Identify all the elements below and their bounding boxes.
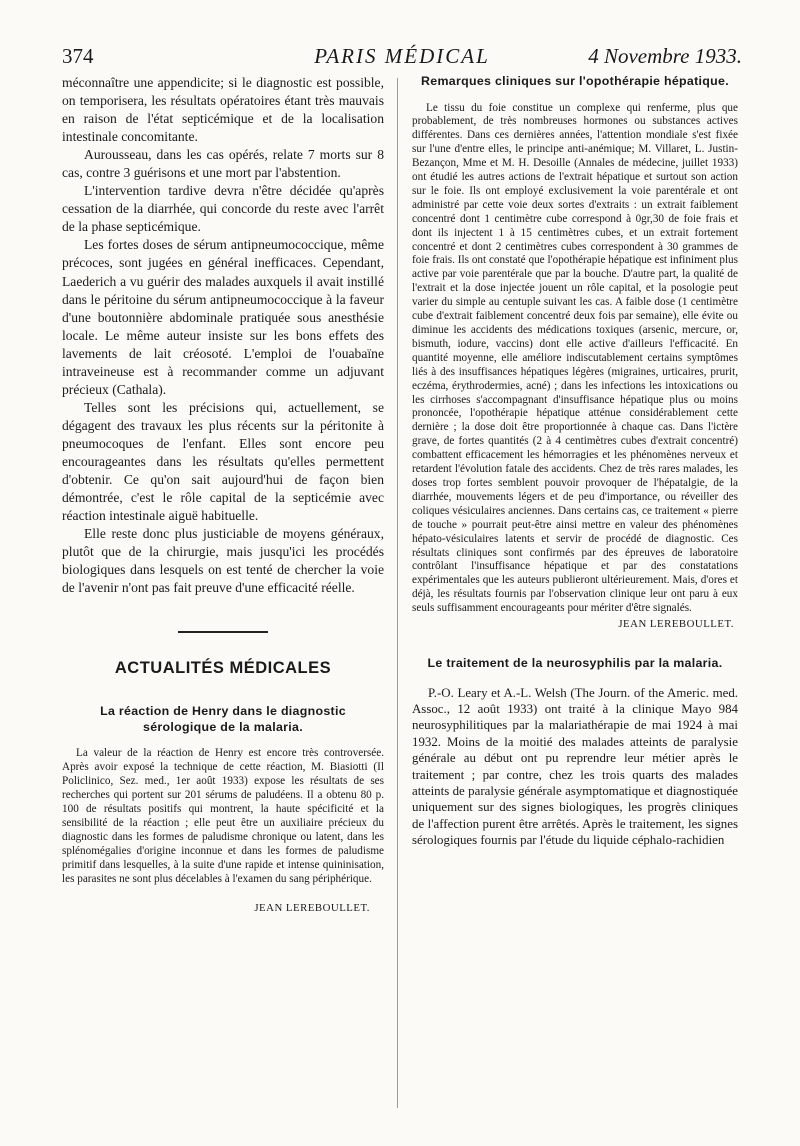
journal-title: PARIS MÉDICAL [314,44,490,68]
continued-article [62,74,384,597]
column-divider [397,78,398,1108]
paragraph: méconnaître une appendicite; si le diagnostic est possible, on temporisera, les résultats opératoires étant très mauvais en raison de l'état septicémique et de la localisation intestinale concomitante. [62,75,384,145]
paragraph: Aurousseau, dans les cas opérés, relate 7 morts sur 8 cas, contre 3 guérisons et une mort par l'abstention. [62,147,384,181]
article-title-neurosyphilis: Le traitement de la neurosyphilis par la malaria. [427,656,723,671]
article-title-opotherapie: Remarques cliniques sur l'opothérapie hépatique. [421,74,729,88]
paragraph: P.-O. Leary et A.-L. Welsh (The Journ. of the Americ. med. Assoc., 12 août 1933) ont traité à la clinique Mayo 984 neurosyphilitiques par la malariathérapie de mai 1924 à mai 1932. Moins de la moitié des malades atteints de paralysie générale au début ont pu reprendre leur métier après le traitement ; par contre, chez les trois quarts des malades atteints de paralysie générale asymptomatique et diagnostiquée uniquement sur des signes biologiques, les progrès cliniques de l'affection purent être arrêtés. Après le traitement, les signes sérologiques fournis par l'étude du liquide céphalo-rachidien [412,685,738,848]
paragraph: Le tissu du foie constitue un complexe qui renferme, plus que probablement, de très nombreuses hormones ou substances actives différentes. Dans ces dernières années, l'attention mondiale s'est fixée sur l'une d'entre elles, le principe anti-anémique; M. Villaret, L. Justin-Bezançon, Mme et M. H. Desoille (Annales de médecine, juillet 1933) ont étudié les autres actions de l'extrait hépatique et surtout son action sur le foie. Ils ont employé exclusivement la voie parentérale et ont administré par cette voie deux sortes d'extraits : un extrait faiblement concentré dont 1 centimètre cube correspond à 0gr,30 de foie frais et dont ils injectent 1 à 15 centimètres cubes, et un extrait fortement concentré et dont 2 centimètres cubes correspondent à 30 grammes de foie frais. Ils ont constaté que l'opothérapie hépatique est infiniment plus active par voie parentérale que par la bouche. D'autre part, la qualité de l'extrait et la dose injectée jouent un rôle capital, et la posologie peut varier du simple au centuple suivant les cas. A faible dose (1 centimètre cube d'extrait faiblement concentré deux fois par semaine), elle évite ou diminue les accidents des médications toxiques (arsenic, mercure, or, bismuth, iodure, vaccins) dont elle active d'ailleurs l'efficacité. En quantité moyenne, elle améliore indiscutablement certains symptômes liés à des insuffisances hépatiques légères (migraines, urticaires, prurit, eczéma, érythrodermies, acné) ; dans les infections les intoxications ou les cirrhoses s'accompagnant d'insuffisance hépatique plus ou moins prononcée, l'opothérapie hépatique atténue considérablement cette dernière ; la dose doit être proportionnée à chaque cas. Dans l'ictère grave, de fortes quantités (2 à 4 centimètres cubes d'extrait concentré) combattent efficacement les hémorragies et les phénomènes nerveux et retardent l'évolution fatale des accidents. Chez de très rares malades, les doses trop fortes semblent pouvoir provoquer de l'hépatalgie, de la diarrhée, mouvements légers et de peu d'importance, ou réveiller des coliques vésiculaires anciennes. Dans certains cas, ce traitement « pierre de touche » pourrait peut-être ainsi mettre en valeur des phénomènes hépato-vésiculaires latents et servir de procédé de diagnostic. Ces résultats cliniques sont confirmés par des épreuves de laboratoire contrôlant l'insuffisance hépatique et par des constatations expérimentales que les auteurs publieront ultérieurement. Mais, d'ores et déjà, les résultats fournis par l'observation clinique leur ont paru à eux seuls suffisamment encourageants pour mériter d'être signalés. [412,101,738,615]
article-body-opotherapie [412,102,738,617]
paragraph: Les fortes doses de sérum antipneumococcique, même précoces, sont jugées en général inefficaces. Cependant, Laederich a vu guérir des malades auxquels il avait instillé dans le péritoine du sérum antipneumococcique à la faveur d'une boutonnière abdominale pratiquée sous anesthésie locale. Le même auteur insiste sur les bons effets des lavements de lait créosoté. L'emploi de l'ouabaïne intraveineuse est à recommander comme un adjuvant précieux (Cathala). [62,237,384,397]
article-title-henry: La réaction de Henry dans le diagnostic sérologique de la malaria. [100,704,346,734]
author-signature: JEAN LEREBOULLET. [254,902,370,915]
issue-date: 4 Novembre 1933. [588,44,742,68]
article-body-neurosyphilis [412,685,738,849]
paragraph: Telles sont les précisions qui, actuellement, se dégagent des travaux les plus récents sur la péritonite à pneumocoques de l'enfant. Elles sont encore peu encourageantes dans les résultats qu'elles permettent d'obtenir. Ce qu'on sait aujourd'hui de façon bien démontrée, c'est le rôle capital de la septicémie avec réaction intestinale aiguë habituelle. [62,399,384,524]
page-header [62,40,742,74]
left-column [62,74,384,914]
separator-rule [178,631,268,633]
paragraph: Elle reste donc plus justiciable de moyens généraux, plutôt que de la chirurgie, mais jusqu'ici les procédés biologiques dans lesquels on est tenté de chercher la voie de l'avenir n'ont pas fait preuve d'une efficacité réelle. [62,526,384,596]
author-signature: JEAN LEREBOULLET. [618,618,734,631]
article-body-henry [62,747,384,886]
paragraph: La valeur de la réaction de Henry est encore très controversée. Après avoir exposé la technique de cette réaction, M. Biasiotti (Il Policlinico, Sez. med., 1er août 1933) expose les résultats de ses recherches qui portent sur 201 sérums de paludéens. Il a obtenu 80 p. 100 de résultats positifs qui montrent, la haute spécificité et la sensibilité de la réaction ; elle peut être un auxiliaire précieux du diagnostic dans les formes de paludisme chronique ou latent, dans les splénomégalies d'origine inconnue et dans les formes de paludisme primitif dans lesquelles, à la suite d'une rapide et intense quininisation, les parasites ne sont plus décelables à l'examen du sang périphérique. [62,747,384,885]
right-column [412,74,738,849]
section-title: ACTUALITÉS MÉDICALES [114,659,332,678]
page-number: 374 [62,44,94,68]
paragraph: L'intervention tardive devra n'être décidée qu'après cessation de la diarrhée, qui concorde du reste avec l'arrêt de la phase septicémique. [62,183,384,235]
